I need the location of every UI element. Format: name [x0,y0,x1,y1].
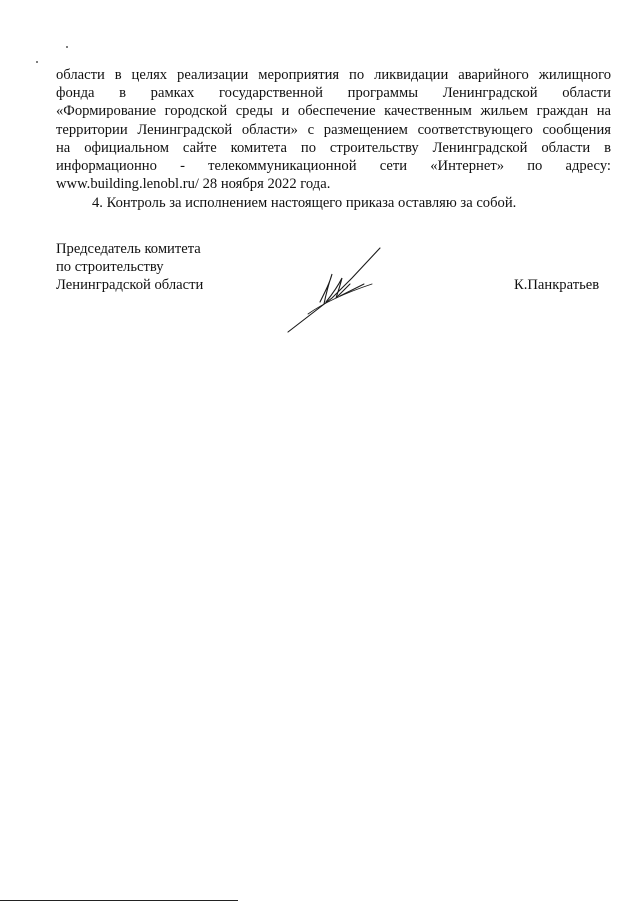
paragraph-line: на официальном сайте комитета по строительству Ленинградской области в [56,139,611,156]
document-body [56,66,611,213]
signer-title [56,240,203,294]
paragraph-line: «Формирование городской среды и обеспечение качественным жильем граждан на [56,103,611,120]
paragraph-line: информационно - телекоммуникационной сети «Интернет» по адресу: [56,158,611,175]
paragraph-line: фонда в рамках государственной программы Ленинградской области [56,85,611,102]
paragraph-4: 4. Контроль за исполнением настоящего приказа оставляю за собой. [92,195,517,212]
signer-title-line: по строительству [56,259,164,275]
paragraph-line: www.building.lenobl.ru/ 28 ноября 2022 года. [56,176,331,193]
paragraph-line: области в целях реализации мероприятия по ликвидации аварийного жилищного [56,67,611,83]
signer-name: К.Панкратьев [514,277,600,293]
footer-rule [0,900,238,901]
scan-speck [66,46,68,48]
signature-stroke [288,248,380,332]
handwritten-signature [280,240,400,340]
scan-speck [36,61,38,63]
paragraph-line: территории Ленинградской области» с размещением соответствующего сообщения [56,121,611,138]
signer-title-line: Ленинградской области [56,277,204,293]
signer-title-line: Председатель комитета [56,241,201,257]
